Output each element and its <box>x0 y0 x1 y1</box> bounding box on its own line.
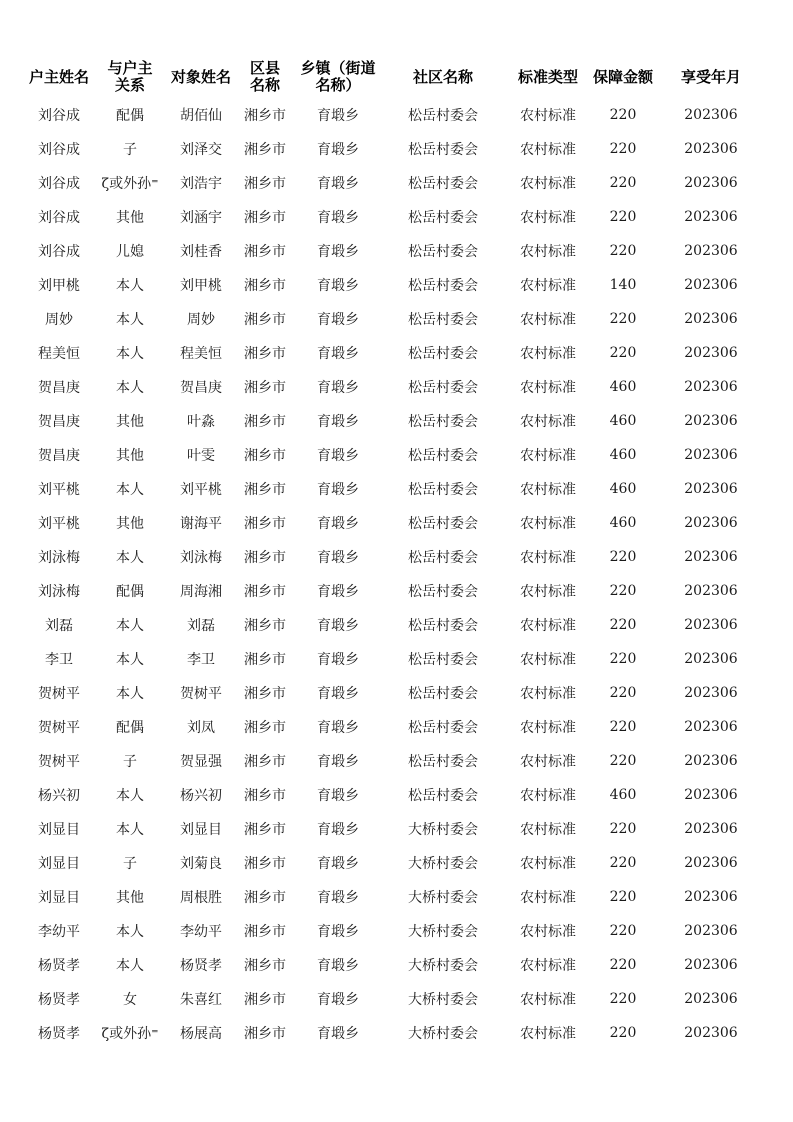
header-township: 乡镇（街道 名称） <box>300 59 376 94</box>
amount-cell: 220 <box>609 889 637 905</box>
period-cell: 202306 <box>684 821 738 837</box>
household-head-cell: 贺昌庚 <box>38 414 80 430</box>
county-cell: 湘乡市 <box>244 754 286 770</box>
relation-cell: 本人 <box>116 312 144 328</box>
community-cell: 大桥村委会 <box>408 890 478 906</box>
county-cell: 湘乡市 <box>244 448 286 464</box>
standard-type-cell: 农村标准 <box>520 210 576 226</box>
amount-cell: 220 <box>609 651 637 667</box>
table-row <box>24 438 768 472</box>
standard-type-cell: 农村标准 <box>520 890 576 906</box>
county-cell: 湘乡市 <box>244 992 286 1008</box>
community-cell: 松岳村委会 <box>408 584 478 600</box>
household-head-cell: 刘显目 <box>38 856 80 872</box>
household-head-cell: 李幼平 <box>38 924 80 940</box>
county-cell: 湘乡市 <box>244 346 286 362</box>
township-cell: 育塅乡 <box>317 482 359 498</box>
period-cell: 202306 <box>684 481 738 497</box>
amount-cell: 460 <box>609 787 637 803</box>
county-cell: 湘乡市 <box>244 856 286 872</box>
community-cell: 大桥村委会 <box>408 992 478 1008</box>
table-row <box>24 370 768 404</box>
county-cell: 湘乡市 <box>244 550 286 566</box>
period-cell: 202306 <box>684 277 738 293</box>
period-cell: 202306 <box>684 787 738 803</box>
standard-type-cell: 农村标准 <box>520 244 576 260</box>
household-head-cell: 李卫 <box>45 652 73 668</box>
period-cell: 202306 <box>684 1025 738 1041</box>
community-cell: 大桥村委会 <box>408 856 478 872</box>
table-row <box>24 336 768 370</box>
community-cell: 松岳村委会 <box>408 550 478 566</box>
roster-table <box>24 56 768 1050</box>
header-household-head: 户主姓名 <box>28 67 89 86</box>
standard-type-cell: 农村标准 <box>520 584 576 600</box>
community-cell: 大桥村委会 <box>408 822 478 838</box>
household-head-cell: 刘谷成 <box>38 210 80 226</box>
table-row <box>24 982 768 1016</box>
household-head-cell: 贺树平 <box>38 686 80 702</box>
household-head-cell: 刘磊 <box>45 618 73 634</box>
header-recipient-name: 对象姓名 <box>170 67 231 86</box>
township-cell: 育塅乡 <box>317 754 359 770</box>
amount-cell: 220 <box>609 685 637 701</box>
recipient-name-cell: 刘菊良 <box>180 856 222 872</box>
period-cell: 202306 <box>684 617 738 633</box>
township-cell: 育塅乡 <box>317 992 359 1008</box>
relation-cell: ζ或外孙⁼ <box>101 176 159 192</box>
county-cell: 湘乡市 <box>244 482 286 498</box>
relation-cell: 本人 <box>116 380 144 396</box>
amount-cell: 460 <box>609 481 637 497</box>
community-cell: 松岳村委会 <box>408 618 478 634</box>
household-head-cell: 刘平桃 <box>38 482 80 498</box>
township-cell: 育塅乡 <box>317 142 359 158</box>
period-cell: 202306 <box>684 991 738 1007</box>
recipient-name-cell: 刘甲桃 <box>180 278 222 294</box>
recipient-name-cell: 程美恒 <box>180 346 222 362</box>
table-row <box>24 302 768 336</box>
county-cell: 湘乡市 <box>244 924 286 940</box>
header-county: 区县 名称 <box>249 59 280 94</box>
table-row <box>24 472 768 506</box>
amount-cell: 220 <box>609 243 637 259</box>
household-head-cell: 周妙 <box>45 312 73 328</box>
standard-type-cell: 农村标准 <box>520 448 576 464</box>
period-cell: 202306 <box>684 243 738 259</box>
period-cell: 202306 <box>684 141 738 157</box>
township-cell: 育塅乡 <box>317 856 359 872</box>
amount-cell: 220 <box>609 855 637 871</box>
relation-cell: 女 <box>123 992 137 1008</box>
amount-cell: 220 <box>609 583 637 599</box>
township-cell: 育塅乡 <box>317 618 359 634</box>
recipient-name-cell: 刘磊 <box>187 618 215 634</box>
recipient-name-cell: 刘浩宇 <box>180 176 222 192</box>
recipient-name-cell: 周海湘 <box>180 584 222 600</box>
relation-cell: 本人 <box>116 550 144 566</box>
recipient-name-cell: 刘泳梅 <box>180 550 222 566</box>
county-cell: 湘乡市 <box>244 108 286 124</box>
township-cell: 育塅乡 <box>317 516 359 532</box>
header-row <box>24 56 768 98</box>
county-cell: 湘乡市 <box>244 278 286 294</box>
relation-cell: 本人 <box>116 788 144 804</box>
period-cell: 202306 <box>684 753 738 769</box>
standard-type-cell: 农村标准 <box>520 176 576 192</box>
period-cell: 202306 <box>684 107 738 123</box>
header-standard-type: 标准类型 <box>517 67 578 86</box>
recipient-name-cell: 周根胜 <box>180 890 222 906</box>
relation-cell: 其他 <box>116 414 144 430</box>
relation-cell: 本人 <box>116 618 144 634</box>
amount-cell: 220 <box>609 923 637 939</box>
county-cell: 湘乡市 <box>244 584 286 600</box>
amount-cell: 220 <box>609 141 637 157</box>
standard-type-cell: 农村标准 <box>520 346 576 362</box>
recipient-name-cell: 杨展高 <box>180 1026 222 1042</box>
recipient-name-cell: 贺显强 <box>180 754 222 770</box>
recipient-name-cell: 刘平桃 <box>180 482 222 498</box>
table-row <box>24 812 768 846</box>
township-cell: 育塅乡 <box>317 414 359 430</box>
community-cell: 松岳村委会 <box>408 448 478 464</box>
amount-cell: 220 <box>609 311 637 327</box>
household-head-cell: 贺树平 <box>38 754 80 770</box>
county-cell: 湘乡市 <box>244 210 286 226</box>
relation-cell: 本人 <box>116 958 144 974</box>
county-cell: 湘乡市 <box>244 380 286 396</box>
recipient-name-cell: 朱喜红 <box>180 992 222 1008</box>
recipient-name-cell: 刘泽交 <box>180 142 222 158</box>
county-cell: 湘乡市 <box>244 414 286 430</box>
relation-cell: 配偶 <box>116 720 144 736</box>
table-row <box>24 574 768 608</box>
community-cell: 松岳村委会 <box>408 278 478 294</box>
table-row <box>24 608 768 642</box>
township-cell: 育塅乡 <box>317 686 359 702</box>
recipient-name-cell: 李幼平 <box>180 924 222 940</box>
standard-type-cell: 农村标准 <box>520 618 576 634</box>
amount-cell: 220 <box>609 209 637 225</box>
township-cell: 育塅乡 <box>317 346 359 362</box>
community-cell: 松岳村委会 <box>408 788 478 804</box>
standard-type-cell: 农村标准 <box>520 720 576 736</box>
township-cell: 育塅乡 <box>317 652 359 668</box>
amount-cell: 460 <box>609 515 637 531</box>
household-head-cell: 刘谷成 <box>38 108 80 124</box>
standard-type-cell: 农村标准 <box>520 550 576 566</box>
relation-cell: 子 <box>123 856 137 872</box>
table-row <box>24 132 768 166</box>
household-head-cell: 贺昌庚 <box>38 380 80 396</box>
recipient-name-cell: 杨兴初 <box>180 788 222 804</box>
household-head-cell: 贺树平 <box>38 720 80 736</box>
community-cell: 松岳村委会 <box>408 516 478 532</box>
county-cell: 湘乡市 <box>244 618 286 634</box>
community-cell: 松岳村委会 <box>408 244 478 260</box>
community-cell: 松岳村委会 <box>408 312 478 328</box>
community-cell: 松岳村委会 <box>408 482 478 498</box>
table-row <box>24 1016 768 1050</box>
recipient-name-cell: 刘凤 <box>187 720 215 736</box>
household-head-cell: 刘泳梅 <box>38 550 80 566</box>
period-cell: 202306 <box>684 923 738 939</box>
amount-cell: 460 <box>609 413 637 429</box>
amount-cell: 220 <box>609 991 637 1007</box>
standard-type-cell: 农村标准 <box>520 108 576 124</box>
relation-cell: 本人 <box>116 346 144 362</box>
community-cell: 松岳村委会 <box>408 652 478 668</box>
table-row <box>24 846 768 880</box>
community-cell: 大桥村委会 <box>408 924 478 940</box>
community-cell: 松岳村委会 <box>408 754 478 770</box>
relation-cell: 本人 <box>116 652 144 668</box>
township-cell: 育塅乡 <box>317 890 359 906</box>
relation-cell: 其他 <box>116 210 144 226</box>
amount-cell: 220 <box>609 345 637 361</box>
table-row <box>24 676 768 710</box>
recipient-name-cell: 贺树平 <box>180 686 222 702</box>
amount-cell: 220 <box>609 957 637 973</box>
relation-cell: 本人 <box>116 822 144 838</box>
recipient-name-cell: 李卫 <box>187 652 215 668</box>
standard-type-cell: 农村标准 <box>520 958 576 974</box>
community-cell: 松岳村委会 <box>408 686 478 702</box>
township-cell: 育塅乡 <box>317 924 359 940</box>
community-cell: 松岳村委会 <box>408 210 478 226</box>
table-row <box>24 744 768 778</box>
header-relation: 与户主 关系 <box>107 59 153 94</box>
table-row <box>24 268 768 302</box>
standard-type-cell: 农村标准 <box>520 1026 576 1042</box>
relation-cell: 本人 <box>116 686 144 702</box>
township-cell: 育塅乡 <box>317 176 359 192</box>
township-cell: 育塅乡 <box>317 720 359 736</box>
household-head-cell: 贺昌庚 <box>38 448 80 464</box>
township-cell: 育塅乡 <box>317 1026 359 1042</box>
relation-cell: 子 <box>123 754 137 770</box>
standard-type-cell: 农村标准 <box>520 516 576 532</box>
household-head-cell: 杨贤孝 <box>38 1026 80 1042</box>
community-cell: 松岳村委会 <box>408 108 478 124</box>
county-cell: 湘乡市 <box>244 822 286 838</box>
amount-cell: 140 <box>609 277 637 293</box>
table-row <box>24 880 768 914</box>
standard-type-cell: 农村标准 <box>520 380 576 396</box>
table-row <box>24 166 768 200</box>
roster-body <box>24 98 768 1050</box>
recipient-name-cell: 胡佰仙 <box>180 108 222 124</box>
household-head-cell: 杨贤孝 <box>38 992 80 1008</box>
relation-cell: 其他 <box>116 448 144 464</box>
standard-type-cell: 农村标准 <box>520 822 576 838</box>
period-cell: 202306 <box>684 651 738 667</box>
period-cell: 202306 <box>684 685 738 701</box>
table-row <box>24 506 768 540</box>
table-row <box>24 98 768 132</box>
community-cell: 松岳村委会 <box>408 176 478 192</box>
period-cell: 202306 <box>684 379 738 395</box>
county-cell: 湘乡市 <box>244 720 286 736</box>
header-period: 享受年月 <box>680 67 741 86</box>
relation-cell: 儿媳 <box>116 244 144 260</box>
period-cell: 202306 <box>684 957 738 973</box>
relation-cell: 本人 <box>116 278 144 294</box>
period-cell: 202306 <box>684 175 738 191</box>
relation-cell: 其他 <box>116 890 144 906</box>
table-row <box>24 948 768 982</box>
amount-cell: 220 <box>609 107 637 123</box>
standard-type-cell: 农村标准 <box>520 414 576 430</box>
community-cell: 大桥村委会 <box>408 1026 478 1042</box>
period-cell: 202306 <box>684 413 738 429</box>
community-cell: 松岳村委会 <box>408 380 478 396</box>
period-cell: 202306 <box>684 447 738 463</box>
standard-type-cell: 农村标准 <box>520 312 576 328</box>
relation-cell: ζ或外孙⁼ <box>101 1026 159 1042</box>
standard-type-cell: 农村标准 <box>520 924 576 940</box>
relation-cell: 子 <box>123 142 137 158</box>
township-cell: 育塅乡 <box>317 108 359 124</box>
amount-cell: 220 <box>609 719 637 735</box>
recipient-name-cell: 谢海平 <box>180 516 222 532</box>
standard-type-cell: 农村标准 <box>520 652 576 668</box>
recipient-name-cell: 叶雯 <box>187 448 215 464</box>
header-amount: 保障金额 <box>592 67 653 86</box>
county-cell: 湘乡市 <box>244 788 286 804</box>
household-head-cell: 刘平桃 <box>38 516 80 532</box>
period-cell: 202306 <box>684 583 738 599</box>
county-cell: 湘乡市 <box>244 312 286 328</box>
township-cell: 育塅乡 <box>317 278 359 294</box>
standard-type-cell: 农村标准 <box>520 992 576 1008</box>
county-cell: 湘乡市 <box>244 516 286 532</box>
table-row <box>24 778 768 812</box>
amount-cell: 220 <box>609 549 637 565</box>
table-row <box>24 540 768 574</box>
amount-cell: 220 <box>609 821 637 837</box>
amount-cell: 220 <box>609 617 637 633</box>
amount-cell: 460 <box>609 379 637 395</box>
relation-cell: 其他 <box>116 516 144 532</box>
county-cell: 湘乡市 <box>244 890 286 906</box>
recipient-name-cell: 刘涵宇 <box>180 210 222 226</box>
period-cell: 202306 <box>684 549 738 565</box>
period-cell: 202306 <box>684 889 738 905</box>
relation-cell: 本人 <box>116 482 144 498</box>
community-cell: 松岳村委会 <box>408 414 478 430</box>
household-head-cell: 程美恒 <box>38 346 80 362</box>
township-cell: 育塅乡 <box>317 822 359 838</box>
recipient-name-cell: 杨贤孝 <box>180 958 222 974</box>
household-head-cell: 刘谷成 <box>38 176 80 192</box>
county-cell: 湘乡市 <box>244 142 286 158</box>
county-cell: 湘乡市 <box>244 244 286 260</box>
township-cell: 育塅乡 <box>317 448 359 464</box>
table-row <box>24 404 768 438</box>
period-cell: 202306 <box>684 719 738 735</box>
household-head-cell: 刘谷成 <box>38 244 80 260</box>
community-cell: 大桥村委会 <box>408 958 478 974</box>
table-row <box>24 234 768 268</box>
table-row <box>24 914 768 948</box>
standard-type-cell: 农村标准 <box>520 142 576 158</box>
household-head-cell: 刘显目 <box>38 890 80 906</box>
period-cell: 202306 <box>684 345 738 361</box>
recipient-name-cell: 贺昌庚 <box>180 380 222 396</box>
relation-cell: 配偶 <box>116 584 144 600</box>
county-cell: 湘乡市 <box>244 1026 286 1042</box>
amount-cell: 460 <box>609 447 637 463</box>
period-cell: 202306 <box>684 855 738 871</box>
township-cell: 育塅乡 <box>317 584 359 600</box>
township-cell: 育塅乡 <box>317 244 359 260</box>
recipient-name-cell: 刘显目 <box>180 822 222 838</box>
household-head-cell: 刘泳梅 <box>38 584 80 600</box>
township-cell: 育塅乡 <box>317 380 359 396</box>
township-cell: 育塅乡 <box>317 958 359 974</box>
township-cell: 育塅乡 <box>317 210 359 226</box>
amount-cell: 220 <box>609 753 637 769</box>
standard-type-cell: 农村标准 <box>520 856 576 872</box>
standard-type-cell: 农村标准 <box>520 482 576 498</box>
household-head-cell: 杨兴初 <box>38 788 80 804</box>
standard-type-cell: 农村标准 <box>520 278 576 294</box>
table-row <box>24 710 768 744</box>
amount-cell: 220 <box>609 175 637 191</box>
relation-cell: 配偶 <box>116 108 144 124</box>
recipient-name-cell: 叶淼 <box>187 414 215 430</box>
community-cell: 松岳村委会 <box>408 346 478 362</box>
relation-cell: 本人 <box>116 924 144 940</box>
amount-cell: 220 <box>609 1025 637 1041</box>
household-head-cell: 刘甲桃 <box>38 278 80 294</box>
household-head-cell: 杨贤孝 <box>38 958 80 974</box>
county-cell: 湘乡市 <box>244 176 286 192</box>
standard-type-cell: 农村标准 <box>520 754 576 770</box>
township-cell: 育塅乡 <box>317 312 359 328</box>
header-community: 社区名称 <box>412 67 473 86</box>
period-cell: 202306 <box>684 209 738 225</box>
county-cell: 湘乡市 <box>244 686 286 702</box>
recipient-name-cell: 周妙 <box>187 312 215 328</box>
recipient-name-cell: 刘桂香 <box>180 244 222 260</box>
township-cell: 育塅乡 <box>317 788 359 804</box>
community-cell: 松岳村委会 <box>408 142 478 158</box>
standard-type-cell: 农村标准 <box>520 686 576 702</box>
standard-type-cell: 农村标准 <box>520 788 576 804</box>
table-row <box>24 200 768 234</box>
table-row <box>24 642 768 676</box>
county-cell: 湘乡市 <box>244 958 286 974</box>
period-cell: 202306 <box>684 311 738 327</box>
household-head-cell: 刘谷成 <box>38 142 80 158</box>
township-cell: 育塅乡 <box>317 550 359 566</box>
county-cell: 湘乡市 <box>244 652 286 668</box>
community-cell: 松岳村委会 <box>408 720 478 736</box>
household-head-cell: 刘显目 <box>38 822 80 838</box>
period-cell: 202306 <box>684 515 738 531</box>
